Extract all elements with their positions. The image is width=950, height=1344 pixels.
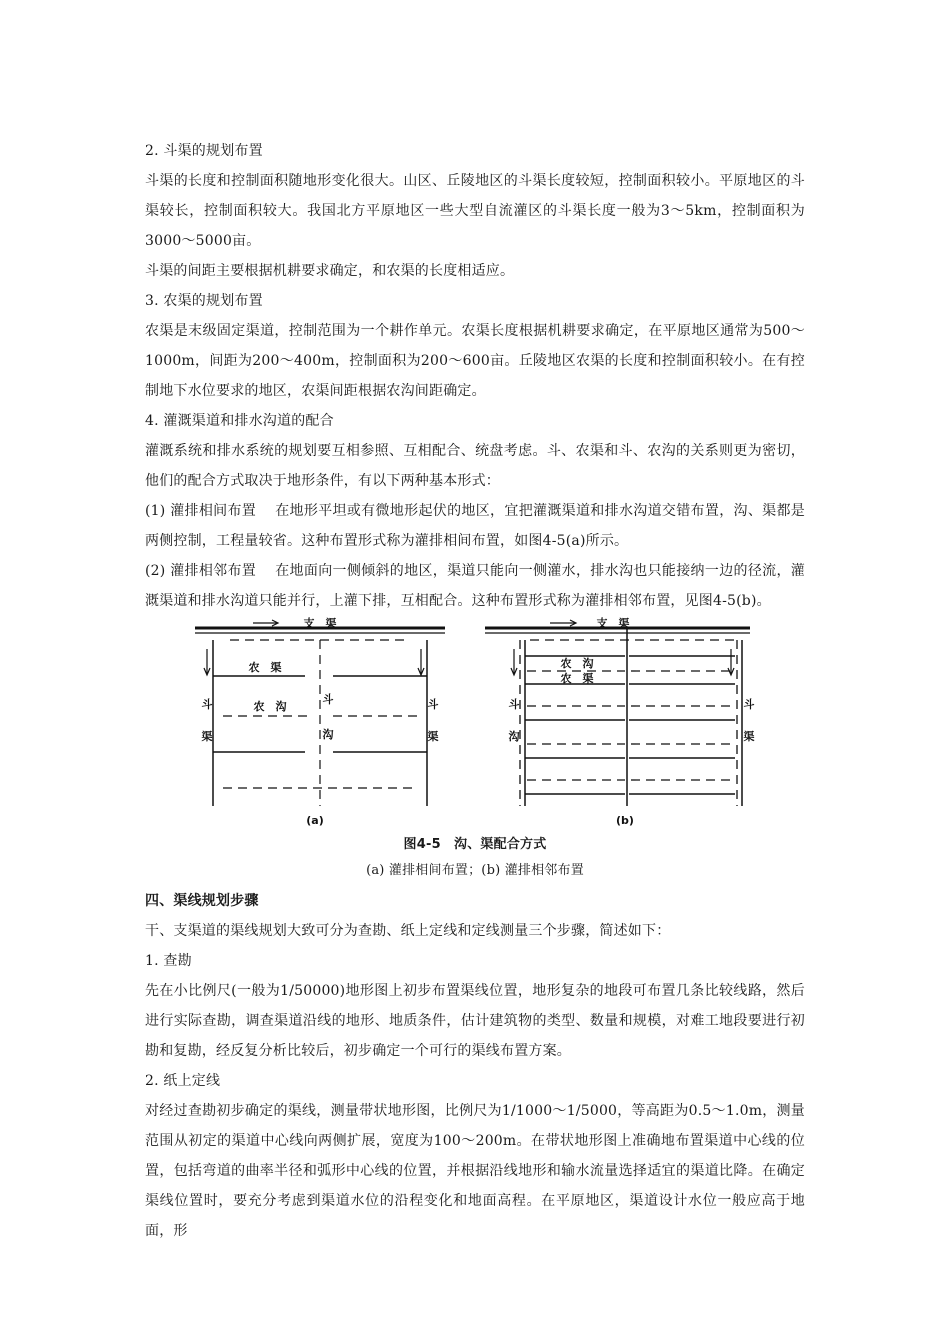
- figure-subcaption: (a) 灌排相间布置；(b) 灌排相邻布置: [366, 863, 584, 878]
- part-heading: 四、渠线规划步骤: [145, 893, 259, 909]
- diagram-b-left-dou-label: 斗: [508, 698, 520, 711]
- section-title: 4. 灌溉渠道和排水沟道的配合: [145, 413, 334, 429]
- diagram-b-left-gou-label: 沟: [508, 730, 520, 743]
- document-page: [145, 136, 805, 1246]
- diagram-b: [485, 620, 750, 806]
- diagram-a: [195, 620, 445, 806]
- diagram-a-nonggou-label: 农 沟: [253, 700, 287, 713]
- diagram-a-left-qu-label: 渠: [201, 730, 213, 743]
- figure-diagrams: [145, 616, 805, 826]
- section-title: 2. 纸上定线: [145, 1073, 221, 1089]
- diagram-b-right-dou-label: 斗: [743, 698, 755, 711]
- diagram-a-left-dou-label: 斗: [201, 698, 213, 711]
- diagram-a-nongqu-label: 农 渠: [248, 661, 282, 674]
- section-title: 2. 斗渠的规划布置: [145, 143, 263, 159]
- diagram-a-tag: (a): [306, 814, 324, 826]
- diagram-b-nongqu-label: 农 渠: [560, 672, 594, 685]
- diagram-a-right-dou-label: 斗: [427, 698, 439, 711]
- diagram-b-top-label: 支 渠: [596, 617, 630, 630]
- paragraph: 先在小比例尺(一般为1/50000)地形图上初步布置渠线位置，地形复杂的地段可布置几条比较线路，然后进行实际查勘，调查渠道沿线的地形、地质条件，估计建筑物的类型、数量和规模，对难工地段要进行初勘和复勘，经反复分析比较后，初步确定一个可行的渠线布置方案。: [145, 983, 805, 1059]
- diagram-b-tag: (b): [616, 814, 634, 826]
- paragraph: 对经过查勘初步确定的渠线，测量带状地形图，比例尺为1/1000～1/5000，等高距为0.5～1.0m，测量范围从初定的渠道中心线向两侧扩展，宽度为100～200m。在带状地形图上准确地布置渠道中心线的位置，包括弯道的曲率半径和弧形中心线的位置，并根据沿线地形和输水流量选择适宜的渠道比降。在确定渠线位置时，要充分考虑到渠道水位的沿程变化和地面高程。在平原地区，渠道设计水位一般应高于地面，形: [145, 1103, 805, 1239]
- figure-caption: 图4-5 沟、渠配合方式: [403, 837, 547, 852]
- diagram-b-nonggou-label: 农 沟: [560, 657, 594, 670]
- paragraph: (1) 灌排相间布置 在地形平坦或有微地形起伏的地区，宜把灌溉渠道和排水沟道交错布置，沟、渠都是两侧控制，工程量较省。这种布置形式称为灌排相间布置，如图4-5(a)所示。: [145, 503, 805, 549]
- paragraph: 斗渠的间距主要根据机耕要求确定，和农渠的长度相适应。: [145, 263, 515, 279]
- paragraph: 斗渠的长度和控制面积随地形变化很大。山区、丘陵地区的斗渠长度较短，控制面积较小。平原地区的斗渠较长，控制面积较大。我国北方平原地区一些大型自流灌区的斗渠长度一般为3～5km，控制面积为3000～5000亩。: [145, 173, 805, 249]
- paragraph: 农渠是末级固定渠道，控制范围为一个耕作单元。农渠长度根据机耕要求确定，在平原地区通常为500～1000m，间距为200～400m，控制面积为200～600亩。丘陵地区农渠的长度和控制面积较小。在有控制地下水位要求的地区，农渠间距根据农沟间距确定。: [145, 323, 805, 399]
- paragraph: (2) 灌排相邻布置 在地面向一侧倾斜的地区，渠道只能向一侧灌水，排水沟也只能接纳一边的径流，灌溉渠道和排水沟道只能并行，上灌下排，互相配合。这种布置形式称为灌排相邻布置，见图4-5(b)。: [145, 563, 805, 609]
- diagram-a-mid-gou-label: 沟: [322, 728, 334, 741]
- figure-4-5: [145, 616, 805, 886]
- paragraph: 干、支渠道的渠线规划大致可分为查勘、纸上定线和定线测量三个步骤，简述如下：: [145, 923, 671, 939]
- section-title: 1. 查勘: [145, 953, 192, 969]
- section-title: 3. 农渠的规划布置: [145, 293, 263, 309]
- diagram-a-top-label: 支 渠: [303, 617, 337, 630]
- diagram-a-right-qu-label: 渠: [427, 730, 439, 743]
- paragraph: 灌溉系统和排水系统的规划要互相参照、互相配合、统盘考虑。斗、农渠和斗、农沟的关系则更为密切，他们的配合方式取决于地形条件，有以下两种基本形式：: [145, 443, 805, 489]
- diagram-a-mid-dou-label: 斗: [322, 693, 334, 706]
- diagram-b-right-qu-label: 渠: [743, 730, 755, 743]
